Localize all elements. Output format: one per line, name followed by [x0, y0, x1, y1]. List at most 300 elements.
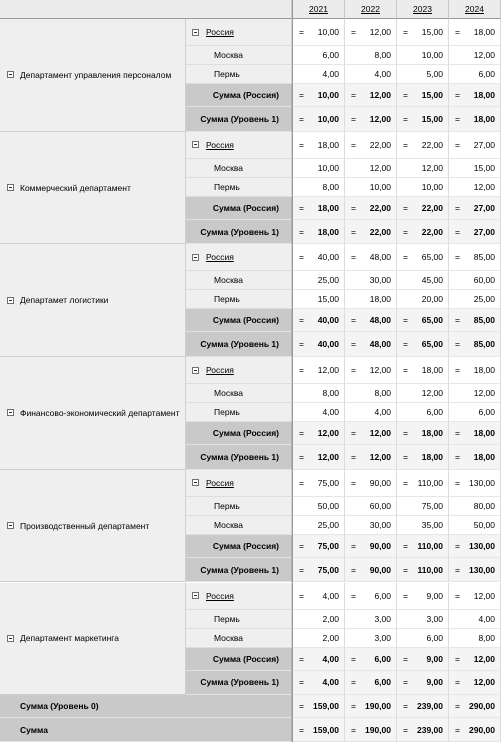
value-cell[interactable] — [449, 403, 501, 422]
value-cell[interactable] — [345, 648, 397, 671]
cell-value: 6,00 — [426, 632, 443, 643]
value-cell[interactable] — [345, 535, 397, 558]
city-row-header[interactable]: Пермь — [186, 403, 292, 422]
department-row-header[interactable] — [0, 132, 186, 245]
value-cell[interactable] — [397, 695, 449, 718]
sum-level0-row-header: Сумма (Уровень 0) — [0, 695, 292, 718]
value-cell[interactable] — [345, 220, 397, 245]
cell-value: 130,00 — [469, 477, 495, 488]
equals-sign: = — [351, 428, 356, 439]
city-row-header[interactable]: Москва — [186, 629, 292, 648]
value-cell[interactable] — [397, 629, 449, 648]
cell-value: 12,00 — [369, 428, 391, 439]
value-cell[interactable] — [449, 583, 501, 610]
cell-value: 27,00 — [473, 226, 495, 237]
value-cell[interactable] — [293, 271, 345, 290]
sum-region-row-header: Сумма (Россия) — [186, 197, 292, 220]
department-row-header[interactable] — [0, 244, 186, 357]
cell-value: 30,00 — [369, 275, 391, 286]
value-cell[interactable] — [293, 84, 345, 107]
equals-sign: = — [403, 202, 408, 213]
value-cell[interactable] — [449, 558, 501, 583]
region-name: Россия — [206, 477, 234, 488]
cell-value: 18,00 — [369, 294, 391, 305]
cell-value: 45,00 — [421, 275, 443, 286]
value-cell[interactable] — [397, 271, 449, 290]
value-cell[interactable] — [293, 535, 345, 558]
value-cell[interactable] — [345, 516, 397, 535]
region-name: Россия — [206, 139, 234, 150]
value-cell[interactable] — [345, 19, 397, 46]
value-cell[interactable] — [293, 422, 345, 445]
value-cell[interactable] — [293, 671, 345, 696]
value-cell[interactable] — [397, 132, 449, 159]
cell-value: 4,00 — [478, 613, 495, 624]
value-cell[interactable] — [345, 197, 397, 220]
cell-value: 4,00 — [374, 69, 391, 79]
city-row-header[interactable]: Москва — [186, 159, 292, 178]
region-name: Россия — [206, 365, 234, 376]
value-cell[interactable] — [293, 718, 345, 742]
value-cell[interactable] — [397, 332, 449, 357]
equals-sign: = — [403, 701, 408, 712]
value-cell[interactable] — [397, 718, 449, 742]
cell-value: 22,00 — [369, 139, 391, 150]
value-cell[interactable] — [449, 309, 501, 332]
cell-value: 12,00 — [473, 677, 495, 688]
equals-sign: = — [455, 540, 460, 551]
value-cell[interactable] — [449, 535, 501, 558]
value-cell[interactable] — [345, 159, 397, 178]
cell-value: 18,00 — [317, 202, 339, 213]
collapse-toggle-icon[interactable] — [192, 141, 199, 148]
equals-sign: = — [455, 564, 460, 575]
value-cell[interactable] — [345, 445, 397, 470]
value-cell[interactable] — [345, 46, 397, 65]
cell-value: 110,00 — [417, 540, 443, 551]
value-cell[interactable] — [345, 671, 397, 696]
cell-value: 6,00 — [322, 50, 339, 60]
equals-sign: = — [351, 365, 356, 376]
equals-sign: = — [299, 653, 304, 664]
cell-value: 10,00 — [421, 181, 443, 192]
value-cell[interactable] — [397, 403, 449, 422]
collapse-toggle-icon[interactable] — [192, 592, 199, 599]
equals-sign: = — [403, 365, 408, 376]
cell-value: 12,00 — [369, 365, 391, 376]
value-cell[interactable] — [449, 65, 501, 84]
city-row-header[interactable]: Пермь — [186, 610, 292, 629]
value-cell[interactable] — [397, 290, 449, 309]
value-cell[interactable] — [345, 558, 397, 583]
value-cell[interactable] — [293, 445, 345, 470]
equals-sign: = — [455, 365, 460, 376]
cell-value: 12,00 — [421, 162, 443, 173]
value-cell[interactable] — [449, 497, 501, 516]
equals-sign: = — [351, 339, 356, 350]
equals-sign: = — [403, 590, 408, 601]
value-cell[interactable] — [449, 46, 501, 65]
value-cell[interactable] — [449, 384, 501, 403]
equals-sign: = — [455, 428, 460, 439]
value-cell[interactable] — [293, 695, 345, 718]
value-cell[interactable] — [449, 718, 501, 742]
value-cell[interactable] — [397, 535, 449, 558]
equals-sign: = — [351, 252, 356, 263]
column-header-year[interactable]: 2022 — [345, 0, 397, 19]
cell-value: 6,00 — [478, 407, 495, 418]
equals-sign: = — [403, 252, 408, 263]
value-cell[interactable] — [397, 671, 449, 696]
cell-value: 12,00 — [369, 162, 391, 173]
value-cell[interactable] — [345, 422, 397, 445]
value-cell[interactable] — [449, 19, 501, 46]
value-cell[interactable] — [345, 695, 397, 718]
collapse-toggle-icon[interactable] — [192, 254, 199, 261]
cell-value: 6,00 — [374, 653, 391, 664]
department-row-header[interactable] — [0, 470, 186, 583]
department-row-header[interactable] — [0, 19, 186, 132]
equals-sign: = — [455, 315, 460, 326]
value-cell[interactable] — [293, 290, 345, 309]
equals-sign: = — [299, 339, 304, 350]
equals-sign: = — [403, 339, 408, 350]
value-cell[interactable] — [397, 178, 449, 197]
equals-sign: = — [455, 226, 460, 237]
cell-value: 75,00 — [317, 477, 339, 488]
cell-value: 22,00 — [421, 202, 443, 213]
equals-sign: = — [351, 677, 356, 688]
value-cell[interactable] — [345, 718, 397, 742]
cell-value: 15,00 — [317, 294, 339, 305]
cell-value: 48,00 — [369, 339, 391, 350]
value-cell[interactable] — [345, 107, 397, 132]
cell-value: 85,00 — [473, 315, 495, 326]
value-cell[interactable] — [449, 84, 501, 107]
cell-value: 12,00 — [421, 388, 443, 399]
value-cell[interactable] — [397, 357, 449, 384]
region-name: Россия — [206, 590, 234, 601]
equals-sign: = — [299, 724, 304, 735]
equals-sign: = — [351, 701, 356, 712]
value-cell[interactable] — [293, 470, 345, 497]
value-cell[interactable] — [397, 84, 449, 107]
cell-value: 90,00 — [369, 540, 391, 551]
value-cell[interactable] — [397, 384, 449, 403]
collapse-toggle-icon[interactable] — [7, 522, 14, 529]
cell-value: 60,00 — [369, 500, 391, 511]
department-row-header[interactable] — [0, 357, 186, 470]
equals-sign: = — [403, 139, 408, 150]
equals-sign: = — [299, 226, 304, 237]
value-cell[interactable] — [397, 220, 449, 245]
value-cell[interactable] — [293, 629, 345, 648]
cell-value: 110,00 — [417, 564, 443, 575]
equals-sign: = — [351, 724, 356, 735]
value-cell[interactable] — [397, 46, 449, 65]
value-cell[interactable] — [397, 422, 449, 445]
value-cell[interactable] — [397, 648, 449, 671]
equals-sign: = — [351, 590, 356, 601]
equals-sign: = — [299, 365, 304, 376]
value-cell[interactable] — [345, 271, 397, 290]
collapse-toggle-icon[interactable] — [7, 635, 14, 642]
value-cell[interactable] — [397, 516, 449, 535]
value-cell[interactable] — [449, 159, 501, 178]
department-name: Департамент маркетинга — [20, 633, 119, 644]
equals-sign: = — [455, 27, 460, 37]
region-row-header[interactable] — [186, 583, 292, 610]
value-cell[interactable] — [293, 159, 345, 178]
value-cell[interactable] — [397, 309, 449, 332]
value-cell[interactable] — [293, 648, 345, 671]
city-row-header[interactable]: Пермь — [186, 65, 292, 84]
value-cell[interactable] — [449, 695, 501, 718]
equals-sign: = — [299, 90, 304, 100]
value-cell[interactable] — [293, 65, 345, 84]
value-cell[interactable] — [345, 132, 397, 159]
cell-value: 40,00 — [317, 339, 339, 350]
value-cell[interactable] — [293, 197, 345, 220]
value-cell[interactable] — [293, 497, 345, 516]
equals-sign: = — [299, 113, 304, 124]
value-cell[interactable] — [397, 497, 449, 516]
equals-sign: = — [299, 477, 304, 488]
region-row-header[interactable] — [186, 244, 292, 271]
equals-sign: = — [455, 139, 460, 150]
sum-level1-row-header: Сумма (Уровень 1) — [186, 445, 292, 470]
city-row-header[interactable]: Москва — [186, 516, 292, 535]
value-cell[interactable] — [397, 107, 449, 132]
column-header-year[interactable]: 2024 — [449, 0, 501, 19]
equals-sign: = — [351, 540, 356, 551]
cell-value: 130,00 — [469, 564, 495, 575]
value-cell[interactable] — [345, 244, 397, 271]
value-cell[interactable] — [345, 384, 397, 403]
value-cell[interactable] — [293, 384, 345, 403]
value-cell[interactable] — [293, 46, 345, 65]
cell-value: 90,00 — [369, 477, 391, 488]
cell-value: 15,00 — [421, 27, 443, 37]
equals-sign: = — [403, 677, 408, 688]
cell-value: 40,00 — [317, 252, 339, 263]
value-cell[interactable] — [293, 220, 345, 245]
value-cell[interactable] — [449, 610, 501, 629]
cell-value: 18,00 — [421, 451, 443, 462]
cell-value: 12,00 — [473, 50, 495, 60]
cell-value: 8,00 — [322, 388, 339, 399]
cell-value: 18,00 — [473, 428, 495, 439]
value-cell[interactable] — [397, 558, 449, 583]
value-cell[interactable] — [449, 132, 501, 159]
value-cell[interactable] — [449, 516, 501, 535]
equals-sign: = — [403, 315, 408, 326]
value-cell[interactable] — [449, 629, 501, 648]
region-name: Россия — [206, 252, 234, 263]
value-cell[interactable] — [449, 197, 501, 220]
department-name: Департамент управления персоналом — [20, 69, 172, 80]
equals-sign: = — [403, 113, 408, 124]
equals-sign: = — [351, 113, 356, 124]
equals-sign: = — [455, 451, 460, 462]
collapse-toggle-icon[interactable] — [192, 479, 199, 486]
value-cell[interactable] — [449, 648, 501, 671]
cell-value: 8,00 — [374, 50, 391, 60]
cell-value: 190,00 — [365, 701, 391, 712]
equals-sign: = — [403, 428, 408, 439]
value-cell[interactable] — [397, 19, 449, 46]
cell-value: 8,00 — [374, 388, 391, 399]
value-cell[interactable] — [345, 583, 397, 610]
value-cell[interactable] — [397, 197, 449, 220]
value-cell[interactable] — [449, 290, 501, 309]
value-cell[interactable] — [345, 629, 397, 648]
column-header-year[interactable]: 2021 — [293, 0, 345, 19]
value-cell[interactable] — [293, 332, 345, 357]
department-row-header[interactable] — [0, 583, 186, 696]
cell-value: 75,00 — [317, 540, 339, 551]
cell-value: 3,00 — [374, 613, 391, 624]
region-row-header[interactable] — [186, 132, 292, 159]
cell-value: 18,00 — [473, 27, 495, 37]
sum-level1-row-header: Сумма (Уровень 1) — [186, 558, 292, 583]
cell-value: 18,00 — [473, 90, 495, 100]
value-cell[interactable] — [449, 332, 501, 357]
value-cell[interactable] — [293, 357, 345, 384]
value-cell[interactable] — [293, 178, 345, 197]
value-cell[interactable] — [345, 403, 397, 422]
value-cell[interactable] — [345, 65, 397, 84]
value-cell[interactable] — [293, 558, 345, 583]
value-cell[interactable] — [397, 159, 449, 178]
cell-value: 12,00 — [473, 653, 495, 664]
value-cell[interactable] — [345, 470, 397, 497]
value-cell[interactable] — [293, 583, 345, 610]
equals-sign: = — [455, 90, 460, 100]
collapse-toggle-icon[interactable] — [7, 184, 14, 191]
collapse-toggle-icon[interactable] — [192, 29, 199, 36]
collapse-toggle-icon[interactable] — [7, 71, 14, 78]
city-row-header[interactable]: Пермь — [186, 497, 292, 516]
sum-region-row-header: Сумма (Россия) — [186, 648, 292, 671]
cell-value: 25,00 — [317, 519, 339, 530]
region-row-header[interactable] — [186, 19, 292, 46]
cell-value: 3,00 — [426, 613, 443, 624]
value-cell[interactable] — [345, 332, 397, 357]
equals-sign: = — [351, 564, 356, 575]
cell-value: 5,00 — [426, 69, 443, 79]
cell-value: 65,00 — [421, 315, 443, 326]
value-cell[interactable] — [293, 107, 345, 132]
cell-value: 4,00 — [322, 590, 339, 601]
region-row-header[interactable] — [186, 357, 292, 384]
value-cell[interactable] — [293, 516, 345, 535]
value-cell[interactable] — [449, 271, 501, 290]
value-cell[interactable] — [449, 422, 501, 445]
value-cell[interactable] — [293, 132, 345, 159]
value-cell[interactable] — [345, 309, 397, 332]
city-row-header[interactable]: Пермь — [186, 178, 292, 197]
cell-value: 65,00 — [421, 252, 443, 263]
cell-value: 18,00 — [473, 113, 495, 124]
cell-value: 60,00 — [473, 275, 495, 286]
cell-value: 12,00 — [473, 181, 495, 192]
value-cell[interactable] — [449, 220, 501, 245]
equals-sign: = — [351, 451, 356, 462]
equals-sign: = — [351, 139, 356, 150]
equals-sign: = — [403, 724, 408, 735]
value-cell[interactable] — [449, 244, 501, 271]
collapse-toggle-icon[interactable] — [192, 367, 199, 374]
cell-value: 12,00 — [473, 590, 495, 601]
value-cell[interactable] — [449, 470, 501, 497]
value-cell[interactable] — [397, 244, 449, 271]
value-cell[interactable] — [449, 671, 501, 696]
city-row-header[interactable]: Москва — [186, 46, 292, 65]
value-cell[interactable] — [449, 178, 501, 197]
cell-value: 9,00 — [426, 653, 443, 664]
value-cell[interactable] — [345, 497, 397, 516]
cell-value: 10,00 — [317, 113, 339, 124]
sum-level1-row-header: Сумма (Уровень 1) — [186, 671, 292, 696]
sum-level1-row-header: Сумма (Уровень 1) — [186, 220, 292, 245]
value-cell[interactable] — [293, 403, 345, 422]
value-cell[interactable] — [293, 610, 345, 629]
value-cell[interactable] — [397, 610, 449, 629]
value-cell[interactable] — [397, 583, 449, 610]
cell-value: 9,00 — [426, 590, 443, 601]
value-cell[interactable] — [293, 244, 345, 271]
value-cell[interactable] — [397, 65, 449, 84]
value-cell[interactable] — [345, 357, 397, 384]
city-row-header[interactable]: Пермь — [186, 290, 292, 309]
value-cell[interactable] — [397, 445, 449, 470]
region-name: Россия — [206, 27, 234, 37]
cell-value: 12,00 — [317, 365, 339, 376]
cell-value: 10,00 — [317, 27, 339, 37]
cell-value: 4,00 — [374, 407, 391, 418]
value-cell[interactable] — [345, 610, 397, 629]
equals-sign: = — [351, 477, 356, 488]
value-cell[interactable] — [345, 84, 397, 107]
equals-sign: = — [403, 27, 408, 37]
cell-value: 20,00 — [421, 294, 443, 305]
value-cell[interactable] — [449, 357, 501, 384]
cell-value: 15,00 — [473, 162, 495, 173]
value-cell[interactable] — [345, 178, 397, 197]
equals-sign: = — [455, 653, 460, 664]
value-cell[interactable] — [345, 290, 397, 309]
equals-sign: = — [299, 590, 304, 601]
value-cell[interactable] — [293, 19, 345, 46]
equals-sign: = — [351, 226, 356, 237]
city-row-header[interactable]: Москва — [186, 384, 292, 403]
equals-sign: = — [299, 315, 304, 326]
cell-value: 159,00 — [313, 701, 339, 712]
cell-value: 239,00 — [417, 701, 443, 712]
value-cell[interactable] — [449, 445, 501, 470]
city-row-header[interactable]: Москва — [186, 271, 292, 290]
value-cell[interactable] — [397, 470, 449, 497]
column-header-year[interactable]: 2023 — [397, 0, 449, 19]
sum-region-row-header: Сумма (Россия) — [186, 84, 292, 107]
collapse-toggle-icon[interactable] — [7, 297, 14, 304]
value-cell[interactable] — [449, 107, 501, 132]
cell-value: 18,00 — [317, 226, 339, 237]
region-row-header[interactable] — [186, 470, 292, 497]
value-cell[interactable] — [293, 309, 345, 332]
collapse-toggle-icon[interactable] — [7, 409, 14, 416]
